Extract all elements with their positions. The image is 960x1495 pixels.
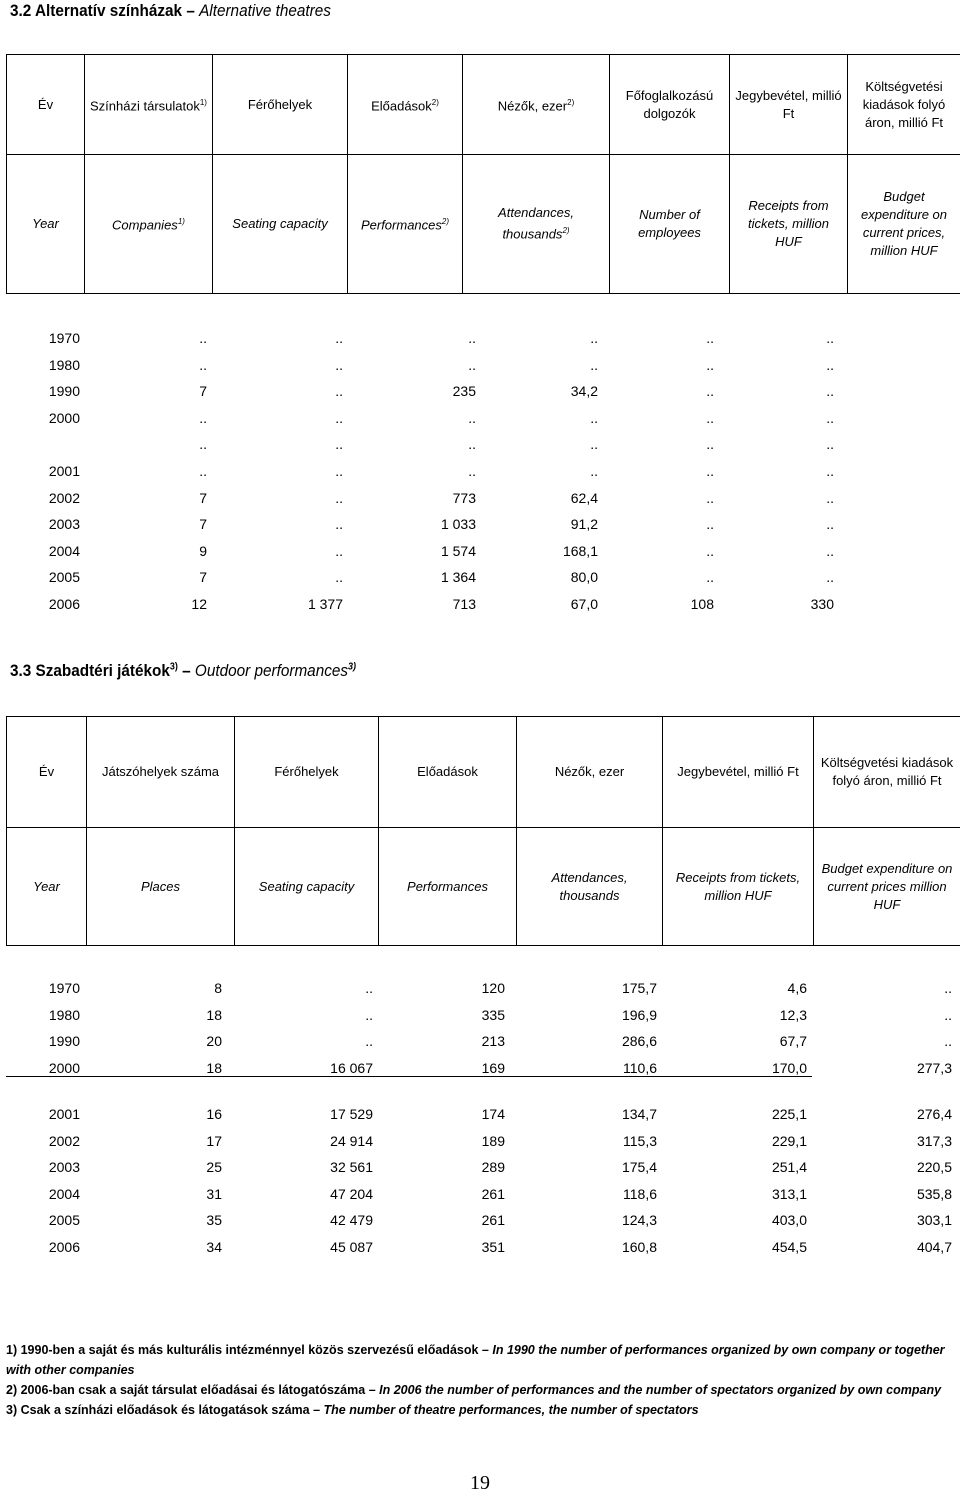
header-cell: Attendances, thousands — [517, 828, 663, 946]
value-cell: 91,2 — [518, 516, 598, 532]
value-cell: .. — [872, 980, 952, 996]
value-cell: 235 — [396, 383, 476, 399]
value-cell: .. — [634, 490, 714, 506]
value-cell: .. — [634, 357, 714, 373]
value-cell: 168,1 — [518, 543, 598, 559]
value-cell: .. — [263, 357, 343, 373]
value-cell: .. — [518, 357, 598, 373]
alternative-theatres-data — [0, 330, 960, 623]
value-cell: .. — [754, 383, 834, 399]
value-cell: .. — [263, 569, 343, 585]
value-cell: 67,0 — [518, 596, 598, 612]
value-cell: .. — [518, 410, 598, 426]
header-cell: Játszóhelyek száma — [87, 717, 235, 828]
value-cell: 18 — [162, 1060, 222, 1076]
header-row-english — [7, 828, 960, 946]
value-cell: .. — [754, 543, 834, 559]
table-row — [0, 1212, 960, 1239]
value-cell: .. — [518, 330, 598, 346]
value-cell: 110,6 — [577, 1060, 657, 1076]
value-cell: 1 033 — [396, 516, 476, 532]
value-cell: .. — [293, 1007, 373, 1023]
value-cell: .. — [263, 383, 343, 399]
value-cell: 169 — [425, 1060, 505, 1076]
value-cell: .. — [634, 516, 714, 532]
value-cell: .. — [147, 463, 207, 479]
header-row-hungarian — [7, 55, 960, 155]
value-cell: 335 — [425, 1007, 505, 1023]
section-title-alternative-theatres: 3.2 Alternatív színházak – Alternative theatres — [10, 1, 331, 21]
value-cell: .. — [872, 1007, 952, 1023]
year-cell: 2002 — [20, 1133, 80, 1149]
value-cell: 20 — [162, 1033, 222, 1049]
value-cell: .. — [634, 383, 714, 399]
value-cell: .. — [754, 410, 834, 426]
value-cell: 67,7 — [727, 1033, 807, 1049]
value-cell: 108 — [634, 596, 714, 612]
header-cell: Előadások$^{2)}$ — [348, 55, 463, 155]
table-row — [0, 410, 960, 437]
value-cell: 330 — [754, 596, 834, 612]
year-cell: 1970 — [20, 980, 80, 996]
footnote-2: 2) 2006-ban csak a saját társulat előadásai és látogatószáma – In 2006 the number of performances and the number of spectators organized by own company — [6, 1380, 946, 1400]
header-cell: Év — [7, 717, 87, 828]
value-cell: 34,2 — [518, 383, 598, 399]
year-cell: 2004 — [20, 1186, 80, 1202]
value-cell: 261 — [425, 1186, 505, 1202]
value-cell: .. — [634, 410, 714, 426]
header-cell: Férőhelyek — [235, 717, 379, 828]
header-cell: Nézők, ezer$^{2)}$ — [463, 55, 610, 155]
header-cell: Jegybevétel, millió Ft — [663, 717, 814, 828]
value-cell: 286,6 — [577, 1033, 657, 1049]
table-row — [0, 1186, 960, 1213]
value-cell: 174 — [425, 1106, 505, 1122]
value-cell: 276,4 — [872, 1106, 952, 1122]
value-cell: .. — [147, 436, 207, 452]
value-cell: 189 — [425, 1133, 505, 1149]
year-cell: 1990 — [20, 1033, 80, 1049]
year-cell: 2000 — [20, 410, 80, 426]
year-cell: 2001 — [20, 1106, 80, 1122]
year-cell: 2003 — [20, 516, 80, 532]
table-row — [0, 980, 960, 1007]
value-cell: 277,3 — [872, 1060, 952, 1076]
value-cell: 120 — [425, 980, 505, 996]
value-cell: 17 529 — [293, 1106, 373, 1122]
table-row — [0, 1159, 960, 1186]
value-cell: .. — [293, 980, 373, 996]
table-row — [0, 569, 960, 596]
alternative-theatres-header — [6, 54, 960, 294]
table-row — [0, 1007, 960, 1034]
year-cell: 2006 — [20, 596, 80, 612]
value-cell: 80,0 — [518, 569, 598, 585]
value-cell: 160,8 — [577, 1239, 657, 1255]
value-cell: 220,5 — [872, 1159, 952, 1175]
value-cell: .. — [634, 543, 714, 559]
section-title-outdoor-performances: 3.3 Szabadtéri játékok$^{3)}$ – Outdoor performances$^{3)}$ — [10, 661, 356, 681]
value-cell: 175,7 — [577, 980, 657, 996]
value-cell: .. — [754, 516, 834, 532]
value-cell: 7 — [147, 490, 207, 506]
value-cell: 213 — [425, 1033, 505, 1049]
year-cell: 1980 — [20, 357, 80, 373]
value-cell: .. — [754, 330, 834, 346]
value-cell: 225,1 — [727, 1106, 807, 1122]
value-cell: 118,6 — [577, 1186, 657, 1202]
value-cell: .. — [293, 1033, 373, 1049]
header-cell: Receipts from tickets, million HUF — [730, 155, 848, 294]
header-cell: Performances$^{2)}$ — [348, 155, 463, 294]
value-cell: 713 — [396, 596, 476, 612]
value-cell: .. — [634, 436, 714, 452]
year-cell: 2000 — [20, 1060, 80, 1076]
year-cell: 2005 — [20, 569, 80, 585]
header-cell: Receipts from tickets, million HUF — [663, 828, 814, 946]
header-row-hungarian — [7, 717, 960, 828]
value-cell: .. — [147, 410, 207, 426]
value-cell: 17 — [162, 1133, 222, 1149]
header-cell: Költségvetési kiadások folyó áron, millió Ft — [848, 55, 960, 155]
header-cell: Jegybevétel, millió Ft — [730, 55, 848, 155]
value-cell: 47 204 — [293, 1186, 373, 1202]
value-cell: 535,8 — [872, 1186, 952, 1202]
value-cell: .. — [396, 463, 476, 479]
value-cell: .. — [396, 410, 476, 426]
header-cell: Attendances, thousands$^{2)}$ — [463, 155, 610, 294]
value-cell: .. — [754, 436, 834, 452]
year-cell: 2002 — [20, 490, 80, 506]
header-cell: Színházi társulatok$^{1)}$ — [85, 55, 213, 155]
value-cell: .. — [754, 569, 834, 585]
value-cell: 12 — [147, 596, 207, 612]
table-row — [0, 463, 960, 490]
header-cell: Főfoglalkozású dolgozók — [610, 55, 730, 155]
value-cell: 1 377 — [263, 596, 343, 612]
year-cell: 1980 — [20, 1007, 80, 1023]
value-cell: 403,0 — [727, 1212, 807, 1228]
value-cell: 303,1 — [872, 1212, 952, 1228]
value-cell: .. — [634, 330, 714, 346]
value-cell: 175,4 — [577, 1159, 657, 1175]
value-cell: 229,1 — [727, 1133, 807, 1149]
value-cell: 351 — [425, 1239, 505, 1255]
value-cell: 18 — [162, 1007, 222, 1023]
value-cell: .. — [263, 543, 343, 559]
header-cell: Seating capacity — [235, 828, 379, 946]
value-cell: .. — [263, 410, 343, 426]
header-cell: Költségvetési kiadások folyó áron, millió Ft — [814, 717, 960, 828]
value-cell: 170,0 — [727, 1060, 807, 1076]
table-row — [0, 516, 960, 543]
value-cell: 7 — [147, 569, 207, 585]
value-cell: .. — [518, 436, 598, 452]
value-cell: 35 — [162, 1212, 222, 1228]
outdoor-performances-data-recent — [0, 1106, 960, 1266]
header-row-english — [7, 155, 960, 294]
table-row — [0, 383, 960, 410]
value-cell: 454,5 — [727, 1239, 807, 1255]
value-cell: 9 — [147, 543, 207, 559]
value-cell: .. — [634, 569, 714, 585]
header-cell: Nézők, ezer — [517, 717, 663, 828]
header-cell: Budget expenditure on current prices million HUF — [814, 828, 960, 946]
header-cell: Year — [7, 155, 85, 294]
value-cell: 404,7 — [872, 1239, 952, 1255]
year-cell: 2006 — [20, 1239, 80, 1255]
outdoor-performances-data-early — [0, 980, 960, 1086]
value-cell: 45 087 — [293, 1239, 373, 1255]
year-cell: 1970 — [20, 330, 80, 346]
value-cell: 196,9 — [577, 1007, 657, 1023]
value-cell: 16 067 — [293, 1060, 373, 1076]
value-cell: 12,3 — [727, 1007, 807, 1023]
header-cell: Places — [87, 828, 235, 946]
value-cell: 24 914 — [293, 1133, 373, 1149]
year-cell: 1990 — [20, 383, 80, 399]
header-cell: Number of employees — [610, 155, 730, 294]
year-cell: 2005 — [20, 1212, 80, 1228]
value-cell: 1 574 — [396, 543, 476, 559]
table-row — [0, 1060, 960, 1087]
value-cell: 317,3 — [872, 1133, 952, 1149]
outdoor-performances-header — [6, 716, 960, 946]
header-cell: Előadások — [379, 717, 517, 828]
table-row — [0, 543, 960, 570]
value-cell: 115,3 — [577, 1133, 657, 1149]
header-cell: Companies$^{1)}$ — [85, 155, 213, 294]
header-cell: Férőhelyek — [213, 55, 348, 155]
value-cell: 251,4 — [727, 1159, 807, 1175]
value-cell: 4,6 — [727, 980, 807, 996]
value-cell: 8 — [162, 980, 222, 996]
value-cell: .. — [147, 357, 207, 373]
value-cell: .. — [754, 463, 834, 479]
value-cell: 773 — [396, 490, 476, 506]
table-row — [0, 1239, 960, 1266]
value-cell: 31 — [162, 1186, 222, 1202]
table-row — [0, 436, 960, 463]
page-number: 19 — [0, 1472, 960, 1495]
table-row — [0, 596, 960, 623]
value-cell: .. — [754, 490, 834, 506]
footnote-3: 3) Csak a színházi előadások és látogatások száma – The number of theatre performances, the number of spectators — [6, 1400, 946, 1420]
value-cell: .. — [518, 463, 598, 479]
table-row — [0, 330, 960, 357]
value-cell: .. — [872, 1033, 952, 1049]
year-cell: 2001 — [20, 463, 80, 479]
value-cell: 34 — [162, 1239, 222, 1255]
value-cell: 25 — [162, 1159, 222, 1175]
value-cell: .. — [754, 357, 834, 373]
value-cell: 313,1 — [727, 1186, 807, 1202]
header-cell: Seating capacity — [213, 155, 348, 294]
value-cell: 134,7 — [577, 1106, 657, 1122]
table-row — [0, 1133, 960, 1160]
value-cell: 261 — [425, 1212, 505, 1228]
header-cell: Év — [7, 55, 85, 155]
value-cell: .. — [396, 436, 476, 452]
header-cell: Performances — [379, 828, 517, 946]
value-cell: .. — [263, 436, 343, 452]
value-cell: .. — [634, 463, 714, 479]
header-cell: Year — [7, 828, 87, 946]
value-cell: 7 — [147, 383, 207, 399]
value-cell: .. — [263, 330, 343, 346]
value-cell: 289 — [425, 1159, 505, 1175]
value-cell: 62,4 — [518, 490, 598, 506]
value-cell: 1 364 — [396, 569, 476, 585]
table-row — [0, 1106, 960, 1133]
value-cell: .. — [396, 330, 476, 346]
table-underline — [6, 1076, 812, 1077]
header-cell: Budget expenditure on current prices, million HUF — [848, 155, 960, 294]
value-cell: 7 — [147, 516, 207, 532]
table-row — [0, 357, 960, 384]
footnote-1: 1) 1990-ben a saját és más kulturális intézménnyel közös szervezésű előadások – In 1990 the number of performances organized by own company or together with other companies — [6, 1340, 946, 1380]
table-row — [0, 490, 960, 517]
value-cell: .. — [396, 357, 476, 373]
value-cell: .. — [263, 490, 343, 506]
value-cell: 124,3 — [577, 1212, 657, 1228]
value-cell: 16 — [162, 1106, 222, 1122]
value-cell: 42 479 — [293, 1212, 373, 1228]
value-cell: .. — [263, 516, 343, 532]
value-cell: .. — [147, 330, 207, 346]
value-cell: .. — [263, 463, 343, 479]
table-row — [0, 1033, 960, 1060]
value-cell: 32 561 — [293, 1159, 373, 1175]
year-cell: 2004 — [20, 543, 80, 559]
year-cell: 2003 — [20, 1159, 80, 1175]
